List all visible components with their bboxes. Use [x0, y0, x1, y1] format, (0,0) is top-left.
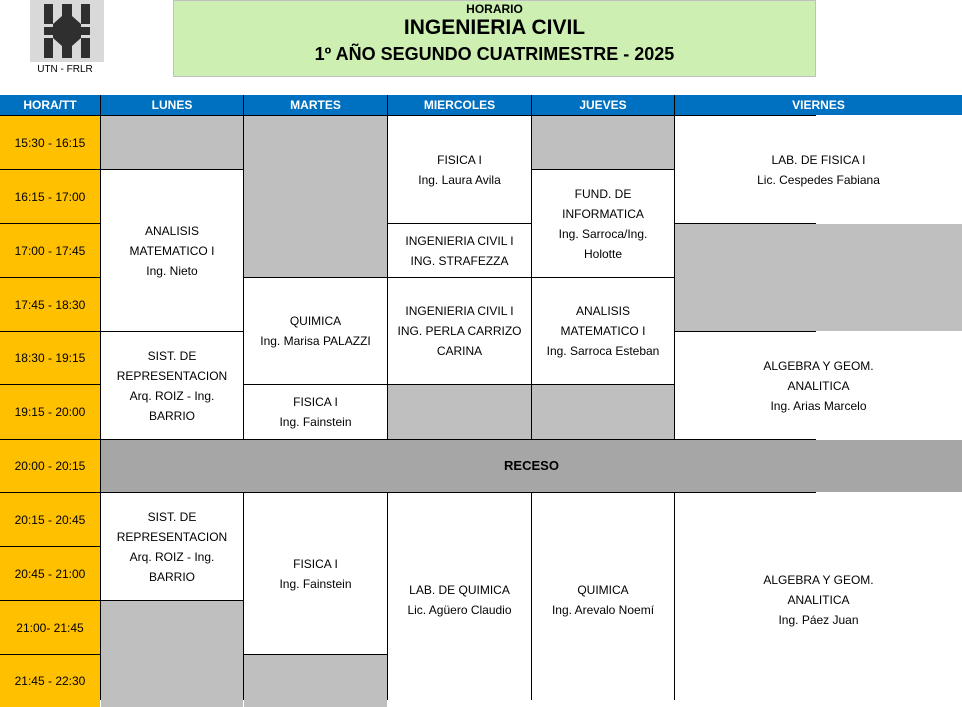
class-miercoles-ing-civil-2: INGENIERIA CIVIL I ING. PERLA CARRIZO CARINA [388, 278, 531, 384]
class-jueves-fund-informatica: FUND. DE INFORMATICA Ing. Sarroca/Ing. Holotte [532, 170, 674, 277]
empty-slot [101, 116, 243, 169]
class-martes-fisica-2: FISICA I Ing. Fainstein [244, 493, 387, 654]
time-slot: 15:30 - 16:15 [0, 116, 100, 169]
header-hora: HORA/TT [0, 95, 100, 115]
schedule-table [0, 95, 880, 700]
time-slot: 20:00 - 20:15 [0, 440, 100, 492]
header-miercoles: MIERCOLES [388, 95, 531, 115]
empty-slot [675, 224, 962, 331]
header-jueves: JUEVES [532, 95, 674, 115]
empty-slot [388, 385, 531, 439]
class-martes-quimica: QUIMICA Ing. Marisa PALAZZI [244, 278, 387, 384]
receso-bar: RECESO [101, 440, 962, 492]
class-jueves-analisis: ANALISIS MATEMATICO I Ing. Sarroca Esteban [532, 278, 674, 384]
class-viernes-algebra-2: ALGEBRA Y GEOM. ANALITICA Ing. Páez Juan [675, 493, 962, 707]
class-jueves-quimica: QUIMICA Ing. Arevalo Noemí [532, 493, 674, 707]
time-slot: 20:15 - 20:45 [0, 493, 100, 546]
class-viernes-lab-fisica: LAB. DE FISICA I Lic. Cespedes Fabiana [675, 116, 962, 223]
class-martes-fisica: FISICA I Ing. Fainstein [244, 385, 387, 439]
class-lunes-sist-rep: SIST. DE REPRESENTACION Arq. ROIZ - Ing. BARRIO [101, 332, 243, 439]
title-career: INGENIERIA CIVIL [403, 16, 586, 39]
utn-logo [30, 0, 104, 62]
time-slot: 19:15 - 20:00 [0, 385, 100, 439]
time-slot: 17:45 - 18:30 [0, 278, 100, 331]
empty-slot [532, 116, 674, 169]
class-miercoles-fisica: FISICA I Ing. Laura Avila [388, 116, 531, 223]
time-slot: 21:45 - 22:30 [0, 655, 100, 707]
time-slot: 18:30 - 19:15 [0, 332, 100, 384]
empty-slot [101, 601, 243, 707]
time-slot: 16:15 - 17:00 [0, 170, 100, 223]
empty-slot [244, 116, 387, 277]
header-martes: MARTES [244, 95, 387, 115]
time-slot: 17:00 - 17:45 [0, 224, 100, 277]
title-banner [173, 0, 816, 77]
class-miercoles-lab-quimica: LAB. DE QUIMICA Lic. Agüero Claudio [388, 493, 531, 707]
class-viernes-algebra: ALGEBRA Y GEOM. ANALITICA Ing. Arias Marcelo [675, 332, 962, 439]
class-lunes-analisis: ANALISIS MATEMATICO I Ing. Nieto [101, 170, 243, 331]
class-miercoles-ing-civil: INGENIERIA CIVIL I ING. STRAFEZZA [388, 224, 531, 277]
empty-slot [532, 385, 674, 439]
logo-caption: UTN - FRLR [37, 64, 93, 75]
header-viernes: VIERNES [675, 95, 962, 115]
title-horario: HORARIO [466, 2, 523, 16]
empty-slot [244, 655, 387, 707]
title-term: 1º AÑO SEGUNDO CUATRIMESTRE - 2025 [314, 44, 675, 64]
time-slot: 20:45 - 21:00 [0, 547, 100, 600]
header-lunes: LUNES [101, 95, 243, 115]
class-lunes-sist-rep-2: SIST. DE REPRESENTACION Arq. ROIZ - Ing. BARRIO [101, 493, 243, 600]
time-slot: 21:00- 21:45 [0, 601, 100, 654]
